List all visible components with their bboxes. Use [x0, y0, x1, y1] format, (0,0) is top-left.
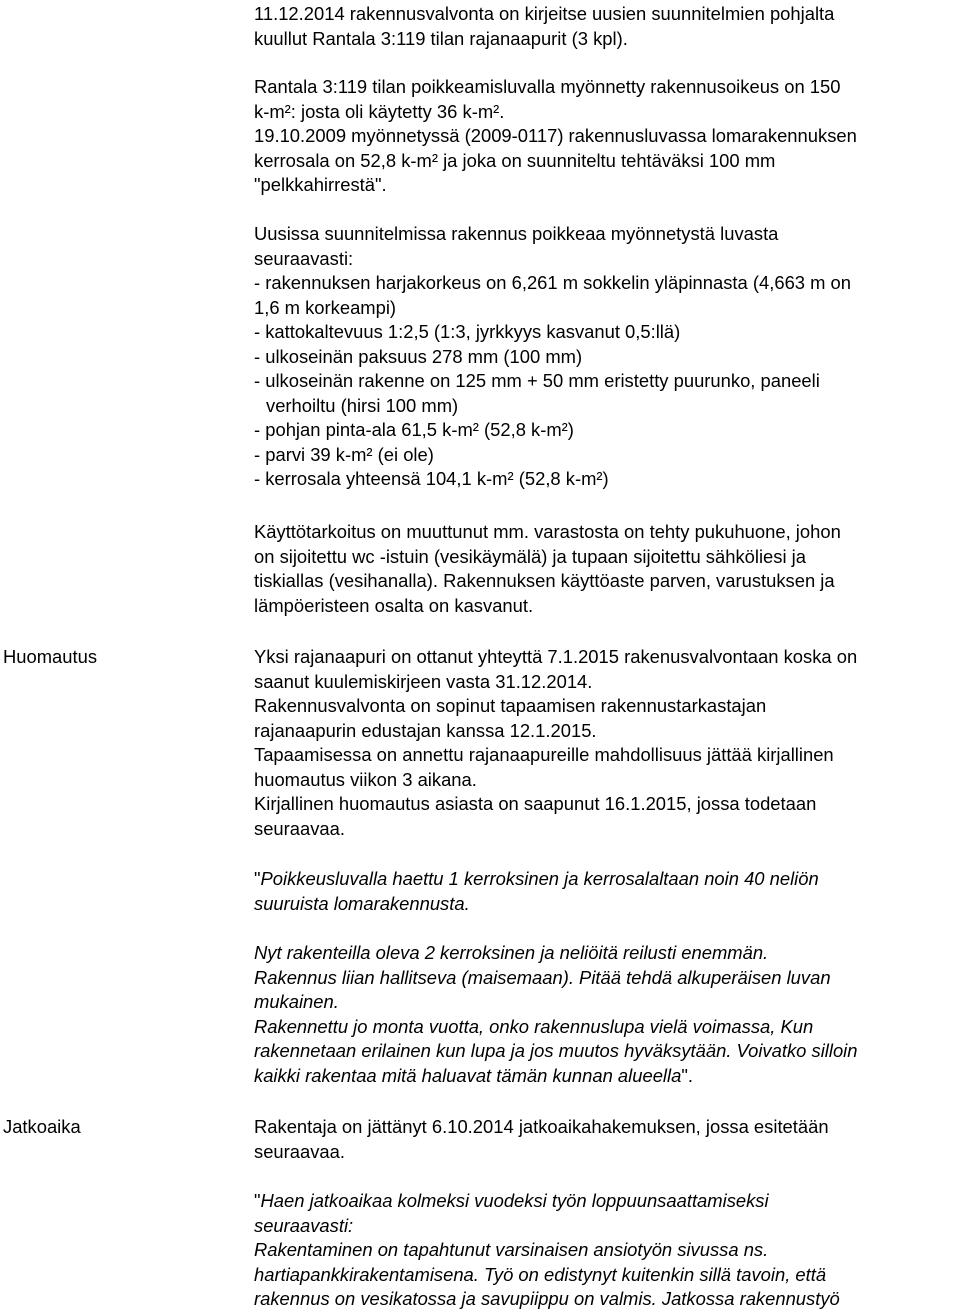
- section-label-huomautus: Huomautus: [3, 646, 98, 667]
- quote-line: [254, 1189, 960, 1214]
- text-line: kuullut Rantala 3:119 tilan rajanaapurit (3 kpl).: [254, 27, 628, 49]
- list-item-continuation: verhoiltu (hirsi 100 mm): [266, 394, 459, 416]
- text-line: Kirjallinen huomautus asiasta on saapunut 16.1.2015, jossa todetaan: [254, 793, 817, 814]
- neighbor-quote-part-1: [254, 867, 960, 916]
- text-line: Rantala 3:119 tilan poikkeamisluvalla myönnetty rakennusoikeus on 150: [254, 76, 841, 97]
- text-line: rajanaapurin edustajan kanssa 12.1.2015.: [254, 719, 597, 741]
- deviations-list: [254, 222, 960, 492]
- list-item: - kattokaltevuus 1:2,5 (1:3, jyrkkyys kasvanut 0,5:llä): [254, 321, 681, 342]
- list-item: - ulkoseinän paksuus 278 mm (100 mm): [254, 345, 583, 367]
- text-line: huomautus viikon 3 aikana.: [254, 768, 477, 790]
- quote-line: [254, 1064, 960, 1089]
- text-line: Käyttötarkoitus on muuttunut mm. varastosta on tehty pukuhuone, johon: [254, 521, 841, 542]
- list-item: - kerrosala yhteensä 104,1 k-m² (52,8 k-m²): [254, 468, 609, 489]
- quote-line: hartiapankkirakentamisena. Työ on edistynyt kuitenkin sillä tavoin, että: [254, 1263, 827, 1285]
- builder-quote: [254, 1189, 960, 1312]
- text-line: Rakennusvalvonta on sopinut tapaamisen rakennustarkastajan: [254, 695, 767, 716]
- quote-text: Haen jatkoaikaa kolmeksi vuodeksi työn loppuunsaattamiseksi: [260, 1190, 769, 1211]
- quote-line: mukainen.: [254, 991, 339, 1012]
- text-line: Rakentaja on jättänyt 6.10.2014 jatkoaikahakemuksen, jossa esitetään: [254, 1116, 829, 1137]
- quote-line: [254, 867, 960, 892]
- text-line: seuraavasti:: [254, 247, 354, 269]
- text-line: tiskiallas (vesihanalla). Rakennuksen käyttöaste parven, varustuksen ja: [254, 570, 835, 591]
- quote-mark: ": [254, 868, 261, 889]
- quote-line: rakennetaan erilainen kun lupa ja jos muutos hyväksytään. Voivatko silloin: [254, 1040, 858, 1061]
- quote-mark: ": [254, 1190, 261, 1211]
- quote-line: seuraavasti:: [254, 1214, 354, 1236]
- quote-text: kaikki rakentaa mitä haluavat tämän kunnan alueella: [254, 1064, 682, 1086]
- jatkoaika-body: [254, 1115, 960, 1164]
- text-line: seuraavaa.: [254, 1140, 345, 1162]
- text-line: seuraavaa.: [254, 817, 345, 839]
- quote-text: Poikkeusluvalla haettu 1 kerroksinen ja kerrosalaltaan noin 40 neliön: [260, 868, 819, 889]
- text-line: saanut kuulemiskirjeen vasta 31.12.2014.: [254, 670, 593, 692]
- text-line: on sijoitettu wc -istuin (vesikäymälä) ja tupaan sijoitettu sähköliesi ja: [254, 545, 806, 567]
- text-line: kerrosala on 52,8 k-m² ja joka on suunniteltu tehtäväksi 100 mm: [254, 149, 776, 171]
- quote-mark: ".: [681, 1064, 693, 1086]
- text-line: Uusissa suunnitelmissa rakennus poikkeaa myönnetystä luvasta: [254, 223, 779, 244]
- quote-line: rakennus on vesikatossa ja savupiippu on valmis. Jatkossa rakennustyö: [254, 1288, 840, 1309]
- quote-line: Nyt rakenteilla oleva 2 kerroksinen ja neliöitä reilusti enemmän.: [254, 942, 769, 963]
- list-item: - pohjan pinta-ala 61,5 k-m² (52,8 k-m²): [254, 419, 574, 440]
- list-item-continuation: 1,6 m korkeampi): [254, 296, 397, 318]
- huomautus-body: [254, 645, 960, 841]
- list-item: - rakennuksen harjakorkeus on 6,261 m sokkelin yläpinnasta (4,663 m on: [254, 272, 852, 293]
- list-item: - parvi 39 k-m² (ei ole): [254, 443, 434, 465]
- usage-change-paragraph: [254, 520, 960, 618]
- section-label-jatkoaika: Jatkoaika: [3, 1116, 81, 1137]
- text-line: Yksi rajanaapuri on ottanut yhteyttä 7.1.2015 rakenusvalvontaan koska on: [254, 646, 858, 667]
- text-line: "pelkkahirrestä".: [254, 174, 387, 195]
- list-item: - ulkoseinän rakenne on 125 mm + 50 mm eristetty puurunko, paneeli: [254, 370, 820, 391]
- text-line: lämpöeristeen osalta on kasvanut.: [254, 594, 534, 616]
- quote-line: Rakentaminen on tapahtunut varsinaisen ansiotyön sivussa ns.: [254, 1239, 769, 1260]
- quote-line: Rakennettu jo monta vuotta, onko rakennuslupa vielä voimassa, Kun: [254, 1015, 814, 1037]
- text-line: k-m²: josta oli käytetty 36 k-m².: [254, 100, 505, 122]
- building-rights-paragraph: [254, 75, 960, 198]
- text-line: 19.10.2009 myönnetyssä (2009-0117) rakennusluvassa lomarakennuksen: [254, 125, 857, 146]
- quote-line: suuruista lomarakennusta.: [254, 892, 470, 914]
- neighbor-quote-part-2: [254, 941, 960, 1088]
- text-line: Tapaamisessa on annettu rajanaapureille mahdollisuus jättää kirjallinen: [254, 744, 834, 765]
- quote-line: Rakennus liian hallitseva (maisemaan). Pitää tehdä alkuperäisen luvan: [254, 966, 831, 988]
- intro-paragraph: [254, 2, 960, 51]
- text-line: 11.12.2014 rakennusvalvonta on kirjeitse uusien suunnitelmien pohjalta: [254, 3, 835, 24]
